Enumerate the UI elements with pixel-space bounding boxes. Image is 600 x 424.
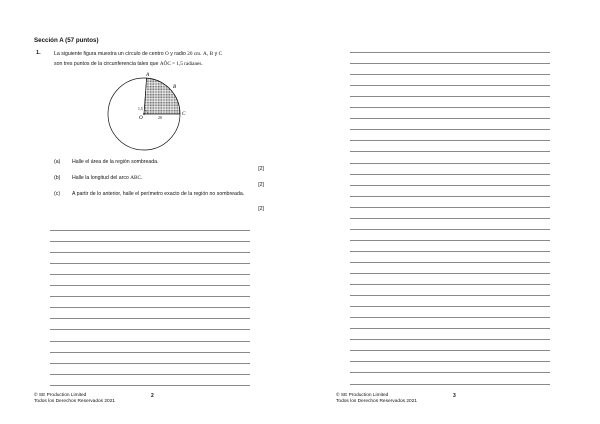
- answer-line[interactable]: [350, 207, 550, 208]
- answer-line[interactable]: [350, 63, 550, 64]
- circle-figure: [100, 68, 200, 158]
- part-c-label: (c): [54, 191, 61, 197]
- answer-line[interactable]: [350, 306, 550, 307]
- answer-line[interactable]: [50, 263, 250, 264]
- answer-line[interactable]: [350, 240, 550, 241]
- answer-line[interactable]: [350, 251, 550, 252]
- answer-line[interactable]: [50, 252, 250, 253]
- center-point: [143, 113, 145, 115]
- label-radius: 20: [158, 116, 162, 120]
- answer-line[interactable]: [50, 274, 250, 275]
- answer-lines-left[interactable]: [50, 230, 250, 386]
- answer-line[interactable]: [50, 230, 250, 231]
- answer-line[interactable]: [350, 185, 550, 186]
- answer-line[interactable]: [50, 341, 250, 342]
- footer-copyright: © SE Production Limited: [336, 393, 389, 398]
- page-number: 3: [453, 393, 456, 399]
- answer-line[interactable]: [50, 296, 250, 297]
- footer-copyright: © SE Production Limited: [34, 393, 87, 398]
- answer-line[interactable]: [50, 363, 250, 364]
- answer-line[interactable]: [350, 74, 550, 75]
- answer-line[interactable]: [50, 318, 250, 319]
- answer-line[interactable]: [350, 284, 550, 285]
- part-b-marks: [2]: [258, 182, 264, 188]
- part-c-marks: [2]: [258, 206, 264, 212]
- answer-line[interactable]: [50, 307, 250, 308]
- footer-rights: Todos los Derechos Reservados 2021: [336, 399, 418, 404]
- answer-line[interactable]: [50, 352, 250, 353]
- answer-line[interactable]: [350, 118, 550, 119]
- part-b-label: (b): [54, 175, 61, 181]
- answer-line[interactable]: [50, 285, 250, 286]
- answer-line[interactable]: [350, 384, 550, 385]
- answer-line[interactable]: [350, 174, 550, 175]
- part-c-text: A partir de lo anterior, halle el perímetro exacto de la región no sombreada.: [72, 191, 245, 197]
- answer-line[interactable]: [50, 329, 250, 330]
- circle-diagram: [100, 68, 200, 158]
- question-text: [54, 49, 284, 69]
- label-a: A: [146, 72, 150, 78]
- label-c: C: [182, 111, 186, 117]
- answer-line[interactable]: [350, 328, 550, 329]
- answer-line[interactable]: [350, 151, 550, 152]
- answer-line[interactable]: [350, 262, 550, 263]
- answer-line[interactable]: [350, 350, 550, 351]
- answer-line[interactable]: [350, 85, 550, 86]
- page-number: 2: [151, 393, 154, 399]
- answer-line[interactable]: [50, 241, 250, 242]
- footer-left: [34, 393, 115, 405]
- footer-right: [336, 393, 417, 405]
- question-number: 1.: [36, 50, 41, 56]
- answer-line[interactable]: [350, 196, 550, 197]
- label-angle: 1,5: [138, 107, 143, 111]
- label-b: B: [173, 84, 177, 90]
- answer-line[interactable]: [350, 140, 550, 141]
- answer-line[interactable]: [350, 163, 550, 164]
- part-a-marks: [2]: [258, 166, 264, 172]
- part-a-text: Halle el área de la región sombreada.: [72, 159, 159, 165]
- answer-lines-right[interactable]: [350, 52, 550, 386]
- part-a-label: (a): [54, 159, 61, 165]
- label-o: O: [139, 115, 143, 121]
- answer-line[interactable]: [350, 52, 550, 53]
- answer-line[interactable]: [350, 218, 550, 219]
- answer-line[interactable]: [350, 107, 550, 108]
- right-page: [300, 0, 600, 424]
- section-title: Sección A (57 puntos): [34, 37, 99, 44]
- answer-line[interactable]: [350, 229, 550, 230]
- question-line-2: son tres puntos de la circunferencia tales que AÔC = 1,5 radianes.: [54, 61, 203, 67]
- part-b-text: Halle la longitud del arco ABC.: [72, 175, 143, 181]
- answer-line[interactable]: [350, 372, 550, 373]
- answer-line[interactable]: [350, 96, 550, 97]
- answer-line[interactable]: [350, 295, 550, 296]
- answer-line[interactable]: [350, 361, 550, 362]
- answer-line[interactable]: [350, 317, 550, 318]
- answer-line[interactable]: [350, 129, 550, 130]
- answer-line[interactable]: [350, 339, 550, 340]
- answer-line[interactable]: [50, 385, 250, 386]
- answer-line[interactable]: [50, 374, 250, 375]
- question-line-1: La siguiente figura muestra un círculo de centro O y radio 20 cm. A, B y C: [54, 51, 223, 57]
- footer-rights: Todos los Derechos Reservados 2021: [34, 399, 116, 404]
- answer-line[interactable]: [350, 273, 550, 274]
